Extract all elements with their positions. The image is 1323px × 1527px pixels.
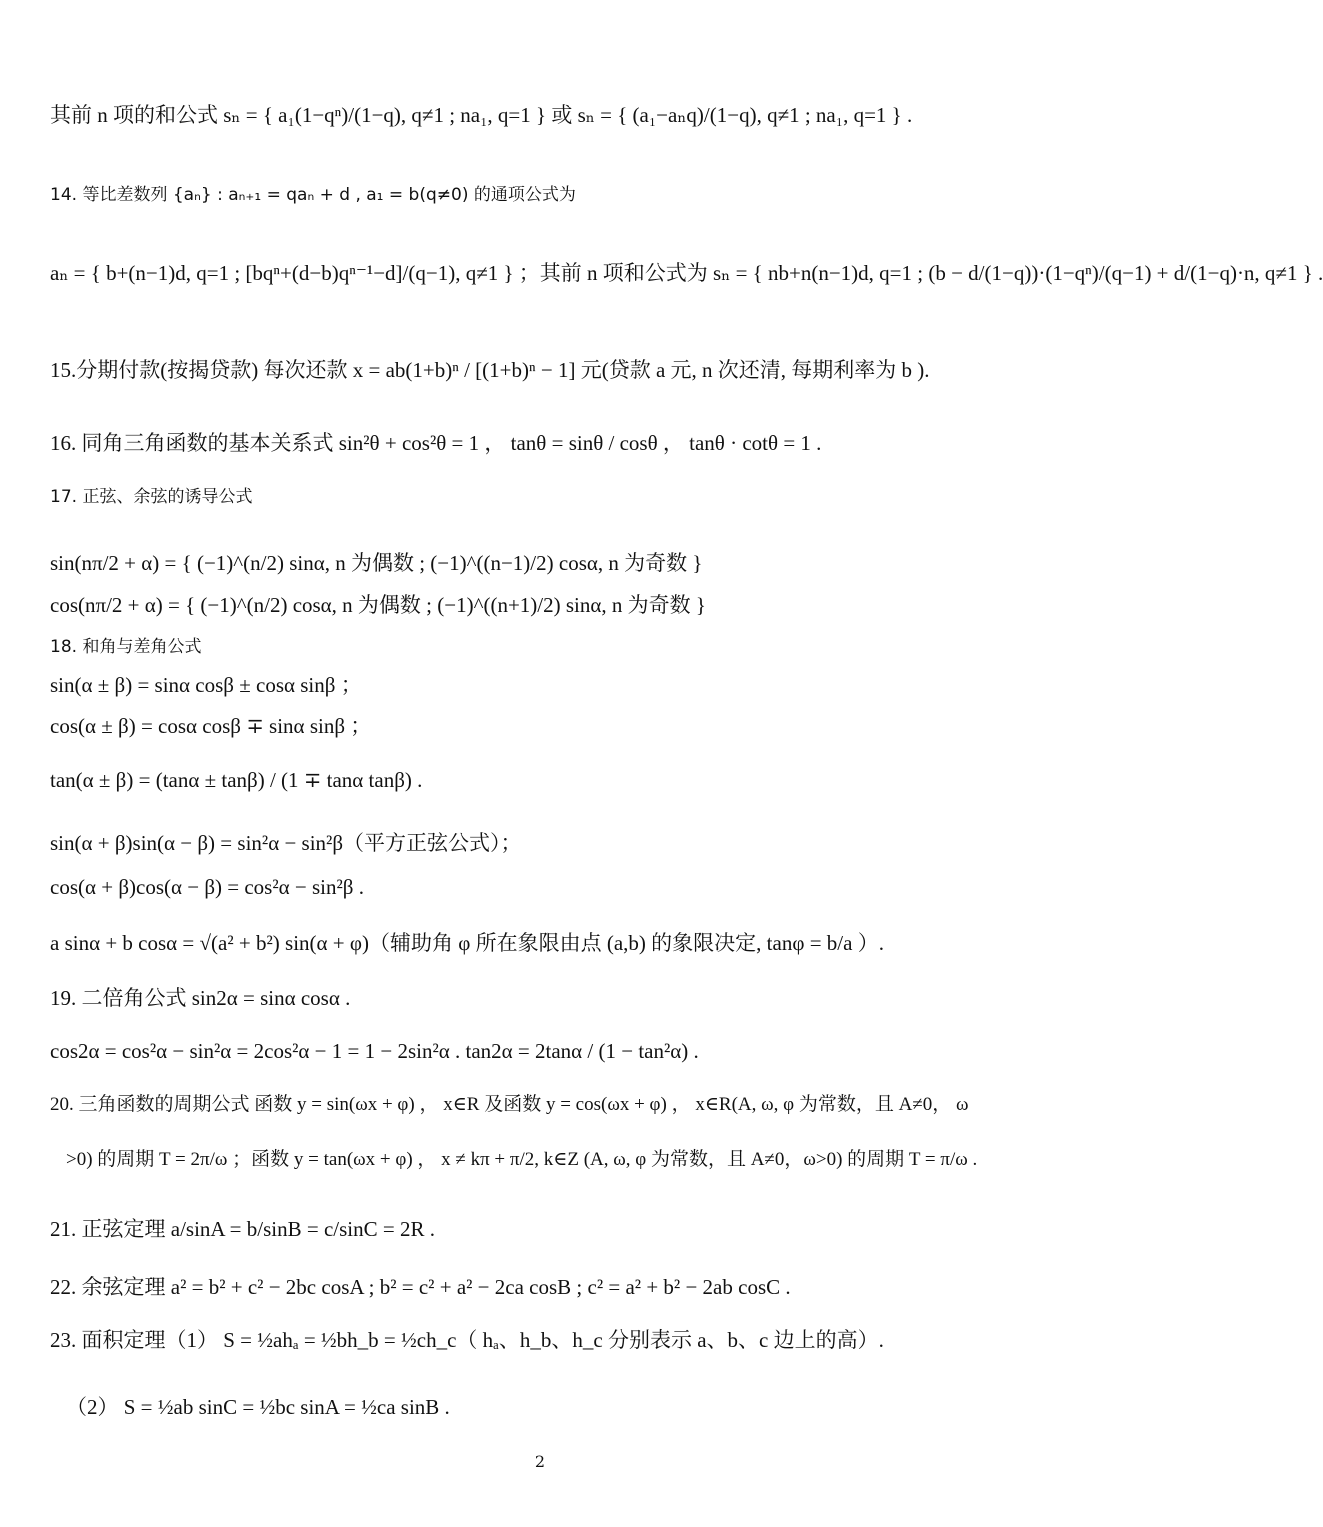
line-18-heading: 18. 和角与差角公式	[50, 637, 202, 657]
line-17-cos-reduction: cos(nπ/2 + α) = { (−1)^(n/2) cosα, n 为偶数 ; (−1)^((n+1)/2) sinα, n 为奇数 }	[50, 593, 706, 617]
line-21-sine-law: 21. 正弦定理 a/sinA = b/sinB = c/sinC = 2R .	[50, 1217, 435, 1241]
line-18-auxiliary-angle: a sinα + b cosα = √(a² + b²) sin(α + φ)（辅助角 φ 所在象限由点 (a,b) 的象限决定, tanφ = b/a ）.	[50, 931, 884, 955]
line-18-cos-sum: cos(α ± β) = cosα cosβ ∓ sinα sinβ ；	[50, 714, 372, 738]
line-17-heading: 17. 正弦、余弦的诱导公式	[50, 487, 253, 507]
line-15-installment: 15.分期付款(按揭贷款) 每次还款 x = ab(1+b)ⁿ / [(1+b)ⁿ − 1] 元(贷款 a 元, n 次还清, 每期利率为 b ).	[50, 358, 930, 382]
line-18-sin-sum: sin(α ± β) = sinα cosβ ± cosα sinβ ；	[50, 673, 362, 697]
line-18-tan-sum: tan(α ± β) = (tanα ± tanβ) / (1 ∓ tanα tanβ) .	[50, 768, 423, 792]
line-18-cos-square: cos(α + β)cos(α − β) = cos²α − sin²β .	[50, 875, 364, 899]
line-20-period-b: >0) 的周期 T = 2π/ω ；函数 y = tan(ωx + φ) ， x ≠ kπ + π/2, k∈Z (A, ω, φ 为常数，且 A≠0，ω>0) 的周期 T = π/ω .	[66, 1149, 978, 1170]
page-number: 2	[534, 1452, 546, 1471]
line-18-sin-square: sin(α + β)sin(α − β) = sin²α − sin²β（平方正弦公式）；	[50, 831, 522, 855]
line-16-identities: 16. 同角三角函数的基本关系式 sin²θ + cos²θ = 1 ， tanθ = sinθ / cosθ ， tanθ · cotθ = 1 .	[50, 431, 822, 455]
line-22-cosine-law: 22. 余弦定理 a² = b² + c² − 2bc cosA ; b² = c² + a² − 2ca cosB ; c² = a² + b² − 2ab cosC .	[50, 1275, 791, 1299]
line-23-area-1: 23. 面积定理（1） S = ½ahₐ = ½bh_b = ½ch_c（ hₐ、h_b、h_c 分别表示 a、b、c 边上的高）.	[50, 1328, 884, 1352]
line-14-heading: 14. 等比差数列 {aₙ} : aₙ₊₁ = qaₙ + d , a₁ = b(q≠0) 的通项公式为	[50, 185, 576, 205]
line-14-sum-formula: 其前 n 项的和公式 sₙ = { a₁(1−qⁿ)/(1−q), q≠1 ; na₁, q=1 } 或 sₙ = { (a₁−aₙq)/(1−q), q≠1 ; na₁, q=1 } .	[50, 103, 913, 127]
line-19-heading: 19. 二倍角公式 sin2α = sinα cosα .	[50, 986, 351, 1010]
line-19-cos-double: cos2α = cos²α − sin²α = 2cos²α − 1 = 1 − 2sin²α . tan2α = 2tanα / (1 − tan²α) .	[50, 1039, 699, 1063]
line-23-area-2: （2） S = ½ab sinC = ½bc sinA = ½ca sinB .	[66, 1395, 450, 1419]
line-14-general-term: aₙ = { b+(n−1)d, q=1 ; [bqⁿ+(d−b)qⁿ⁻¹−d]/(q−1), q≠1 } ；其前 n 项和公式为 sₙ = { nb+n(n−1)d, q=1 ; (b − d/(1−q))·(1−qⁿ)/(q−1) + d/(1−q)·n, q≠1 } .	[50, 261, 1323, 285]
line-20-period-a: 20. 三角函数的周期公式 函数 y = sin(ωx + φ) ， x∈R 及函数 y = cos(ωx + φ) ， x∈R(A, ω, φ 为常数，且 A≠0， ω	[50, 1094, 969, 1115]
line-17-sin-reduction: sin(nπ/2 + α) = { (−1)^(n/2) sinα, n 为偶数 ; (−1)^((n−1)/2) cosα, n 为奇数 }	[50, 551, 703, 575]
